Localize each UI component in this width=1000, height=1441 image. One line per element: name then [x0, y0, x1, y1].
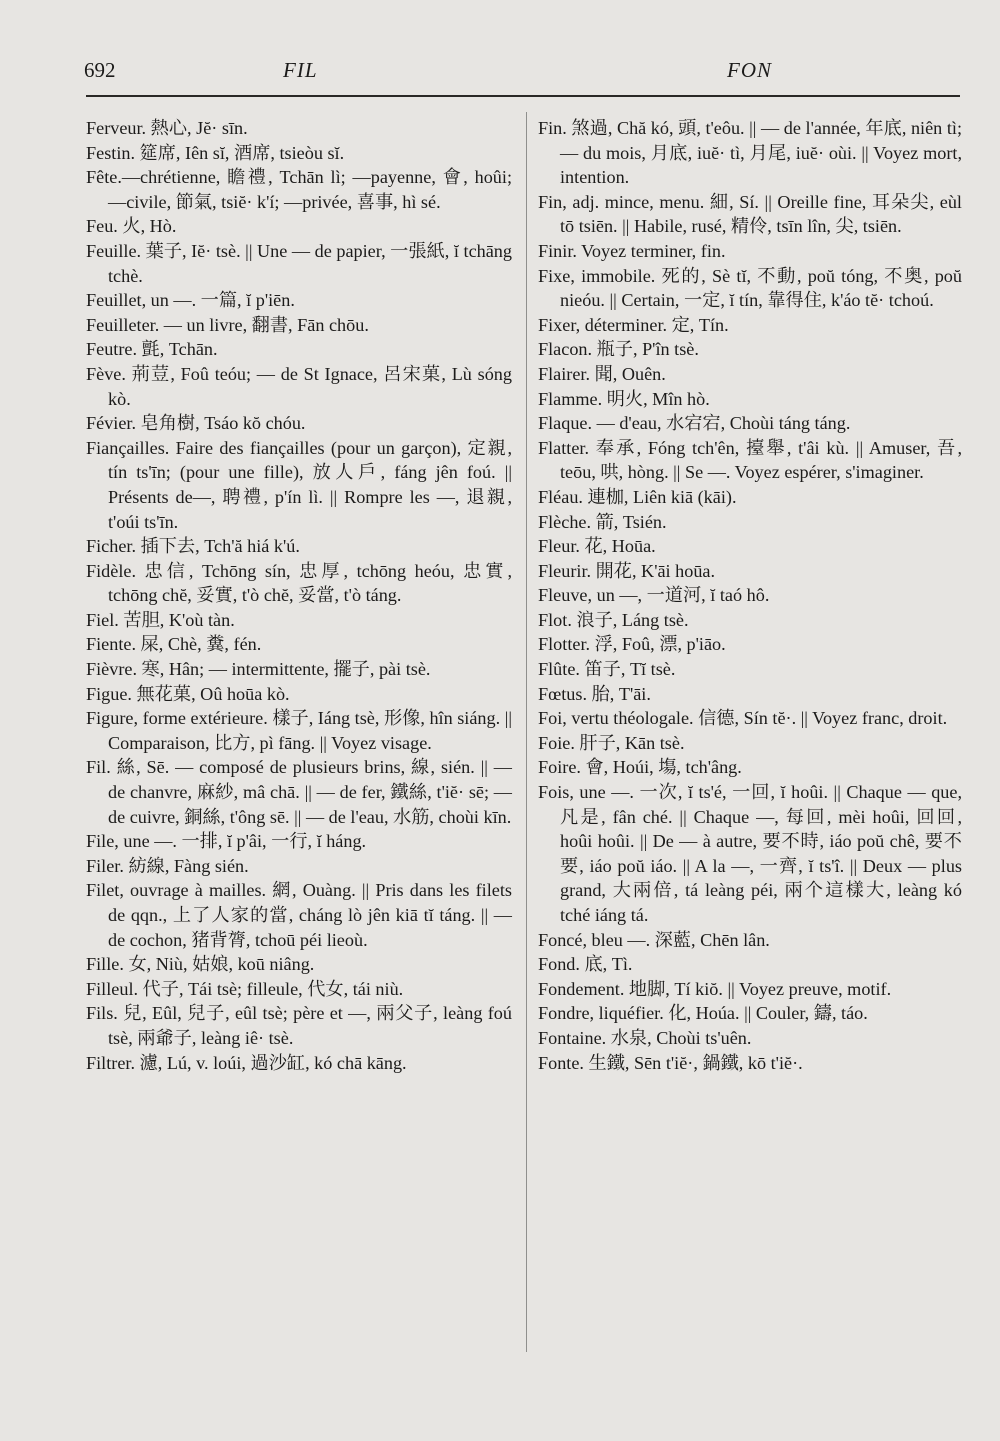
dictionary-entry: Filleul. 代子, Tái tsè; filleule, 代女, tái niù.	[86, 978, 404, 999]
dictionary-entry: Foi, vertu théologale. 信德, Sín tĕ·. || Voyez franc, droit.	[538, 708, 948, 729]
dictionary-entry: Fontaine. 水泉, Choùi ts'uên.	[538, 1027, 752, 1048]
dictionary-entry: Fleurir. 開花, K'āi hoūa.	[538, 560, 716, 581]
dictionary-entry: Fœtus. 胎, T'āi.	[538, 683, 651, 704]
dictionary-entry: Fin. 煞過, Chă kó, 頭, t'eôu. || — de l'année, 年底, niên tì; — du mois, 月底, iuĕ· tì, 月尾, iuĕ· oùi. || Voyez mort, intention.	[538, 118, 962, 188]
dictionary-entry: Févier. 皂角樹, Tsáo kŏ chóu.	[86, 413, 306, 434]
dictionary-entry: Filer. 紡線, Fàng sién.	[86, 855, 249, 876]
dictionary-entry: Fiançailles. Faire des fiançailles (pour un garçon), 定親, tín ts'īn; (pour une fille), 放人戶, fáng jên foú. || Présents de—, 聘禮, p'ín lì. || Rompre les —, 退親, t'oúi ts'īn.	[86, 437, 512, 532]
dictionary-entry: File, une —. 一排, ĭ p'âi, 一行, ĭ háng.	[86, 831, 367, 852]
dictionary-entry: Flèche. 箭, Tsién.	[538, 511, 667, 532]
dictionary-entry: Figue. 無花菓, Oû hoūa kò.	[86, 683, 290, 704]
dictionary-entry: Ferveur. 熱心, Jĕ· sīn.	[86, 118, 248, 138]
guide-word-right: FON	[727, 58, 772, 82]
dictionary-entry: Fête.—chrétienne, 瞻禮, Tchān lì; —payenne, 會, hoûi; —civile, 節氣, tsiĕ· k'í; —privée, 喜事, hì sé.	[86, 167, 512, 212]
dictionary-entry: Fleur. 花, Hoūa.	[538, 536, 656, 557]
dictionary-entry: Flot. 浪子, Láng tsè.	[538, 609, 689, 630]
dictionary-entry: Fondre, liquéfier. 化, Hoúa. || Couler, 鑄, táo.	[538, 1003, 868, 1024]
dictionary-entry: Flacon. 瓶子, P'în tsè.	[538, 339, 699, 360]
header-rule	[86, 95, 960, 97]
dictionary-entry: Fils. 兒, Eûl, 兒子, eûl tsè; père et —, 兩父子, leàng foú tsè, 兩爺子, leàng iê· tsè.	[86, 1003, 512, 1048]
dictionary-entry: Fiel. 苦胆, K'où tàn.	[86, 609, 235, 630]
dictionary-entry: Fois, une —. 一次, ĭ ts'é, 一回, ĭ hoûi. || Chaque — que, 凡是, fân ché. || Chaque —, 每回, mèi hoûi, 回回, hoûi hoûi. || De — à autre, 要不時, iáo poŭ chê, 要不要, iáo poŭ iáo. || A la —, 一齊, ĭ ts'î. || Deux — plus grand, 大兩倍, tá leàng péi, 兩个這樣大, leàng kó tché iáng tá.	[538, 782, 962, 925]
dictionary-entry: Figure, forme extérieure. 樣子, Iáng tsè, 形像, hîn siáng. || Comparaison, 比方, pì fāng. || Voyez visage.	[86, 708, 512, 753]
dictionary-entry: Fille. 女, Niù, 姑娘, koū niâng.	[86, 954, 315, 975]
dictionary-entry: Fil. 絲, Sē. — composé de plusieurs brins, 線, sién. || — de chanvre, 麻紗, mâ chā. || — de fer, 鐵絲, t'iĕ· sē; — de cuivre, 銅絲, t'ông sē. || — de l'eau, 水筋, choùi kīn.	[86, 757, 512, 827]
dictionary-entry: Ficher. 插下去, Tch'ă hiá k'ú.	[86, 536, 300, 557]
dictionary-entry: Feutre. 氈, Tchān.	[86, 339, 218, 360]
column-divider	[526, 112, 527, 1352]
dictionary-entry: Feuillet, un —. 一篇, ĭ p'iēn.	[86, 290, 295, 311]
dictionary-entry: Fléau. 連枷, Liên kiā (kāi).	[538, 486, 737, 507]
left-column	[86, 116, 512, 1075]
dictionary-entry: Fonte. 生鐵, Sēn t'iĕ·, 鍋鐵, kō t'iĕ·.	[538, 1052, 803, 1073]
dictionary-entry: Flairer. 聞, Ouên.	[538, 363, 666, 384]
dictionary-entry: Fidèle. 忠信, Tchōng sín, 忠厚, tchōng heóu, 忠實, tchōng chĕ, 妥實, t'ò chĕ, 妥當, t'ò táng.	[86, 560, 512, 606]
dictionary-entry: Filtrer. 濾, Lú, v. loúi, 過沙缸, kó chā kāng.	[86, 1052, 407, 1073]
dictionary-entry: Fièvre. 寒, Hân; — intermittente, 擺子, pài tsè.	[86, 659, 431, 680]
dictionary-entry: Filet, ouvrage à mailles. 網, Ouàng. || Pris dans les filets de qqn., 上了人家的當, cháng lò jên kiā tĭ táng. || — de cochon, 猪背膂, tchoū péi lieoù.	[86, 880, 512, 950]
guide-word-left: FIL	[283, 58, 318, 82]
dictionary-entry: Foie. 肝子, Kān tsè.	[538, 732, 685, 753]
dictionary-entry: Fixer, déterminer. 定, Tín.	[538, 314, 729, 335]
dictionary-entry: Feuille. 葉子, Iĕ· tsè. || Une — de papier, 一張紙, ĭ tchāng tchè.	[86, 240, 512, 286]
dictionary-entry: Flotter. 浮, Foû, 漂, p'iāo.	[538, 634, 726, 655]
dictionary-entry: Fiente. 屎, Chè, 糞, fén.	[86, 634, 262, 655]
dictionary-entry: Fin, adj. mince, menu. 細, Sí. || Oreille fine, 耳朵尖, eùl tō tsiēn. || Habile, rusé, 精伶, tsīn lîn, 尖, tsiēn.	[538, 191, 962, 237]
dictionary-entry: Fève. 荊荳, Foû teóu; — de St Ignace, 呂宋菓, Lù sóng kò.	[86, 363, 512, 409]
dictionary-entry: Fleuve, un —, 一道河, ĭ taó hô.	[538, 585, 770, 606]
dictionary-entry: Festin. 筵席, Iên sĭ, 酒席, tsieòu sĭ.	[86, 142, 345, 163]
dictionary-entry: Flatter. 奉承, Fóng tch'ên, 擡舉, t'âi kù. || Amuser, 吾, teōu, 哄, hòng. || Se —. Voyez espérer, s'imaginer.	[538, 437, 962, 483]
dictionary-entry: Foncé, bleu —. 深藍, Chēn lân.	[538, 929, 770, 950]
dictionary-entry: Fond. 底, Tì.	[538, 954, 633, 975]
dictionary-entry: Finir. Voyez terminer, fin.	[538, 240, 726, 261]
dictionary-entry: Foire. 會, Hoúi, 塲, tch'âng.	[538, 757, 742, 778]
dictionary-entry: Flaque. — d'eau, 水宕宕, Choùi táng táng.	[538, 413, 851, 434]
right-column	[538, 116, 962, 1075]
dictionary-entry: Feuilleter. — un livre, 翻書, Fān chōu.	[86, 314, 369, 335]
dictionary-entry: Flûte. 笛子, Tĭ tsè.	[538, 659, 676, 680]
page-number: 692	[84, 58, 116, 82]
page-header	[0, 58, 1000, 88]
dictionary-entry: Fondement. 地脚, Tí kiŏ. || Voyez preuve, motif.	[538, 978, 892, 999]
dictionary-entry: Fixe, immobile. 死的, Sè tĭ, 不動, poŭ tóng, 不奥, poŭ nieóu. || Certain, 一定, ĭ tín, 靠得住, k'áo tĕ· tchoú.	[538, 265, 962, 311]
dictionary-entry: Feu. 火, Hò.	[86, 216, 177, 237]
dictionary-entry: Flamme. 明火, Mîn hò.	[538, 388, 710, 409]
